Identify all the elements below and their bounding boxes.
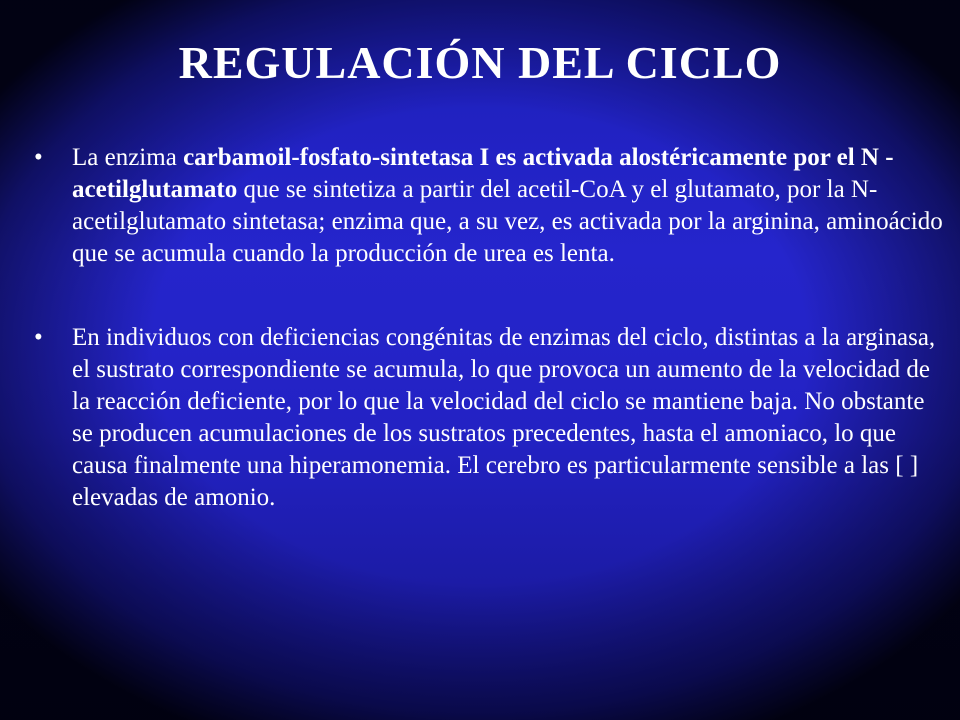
bullet-item (34, 322, 946, 514)
bullet-text-segment: En individuos con deficiencias congénitas de enzimas del ciclo, distintas a la arginasa, el sustrato correspondiente se acumula, lo que provoca un aumento de la velocidad de la reacción deficiente, por lo que la velocidad del ciclo se mantiene baja. No obstante se producen acumulaciones de los sustratos precedentes, hasta el amoniaco, lo que causa finalmente una hiperamonemia. El cerebro es particularmente sensible a las [ ] elevadas de amonio. (72, 324, 936, 511)
bullet-text-segment: que se sintetiza a partir del acetil-CoA y el glutamato, por la N-acetilglutamato sintetasa; enzima que, a su vez, es activada por la arginina, aminoácido que se acumula cuando la producción de urea es lenta. (72, 176, 943, 267)
bullet-text-segment: La enzima (72, 144, 184, 171)
bullet-text (72, 144, 943, 267)
bullet-list (34, 142, 946, 514)
bullet-text (72, 324, 935, 511)
slide-title: REGULACIÓN DEL CICLO (178, 37, 782, 88)
bullet-icon: • (34, 324, 43, 351)
bullet-text-bold-segment: carbamoil-fosfato-sintetasa I es activada alostéricamente por el N - acetilglutamato (72, 144, 894, 203)
bullet-item (34, 142, 946, 270)
bullet-icon: • (34, 144, 43, 171)
